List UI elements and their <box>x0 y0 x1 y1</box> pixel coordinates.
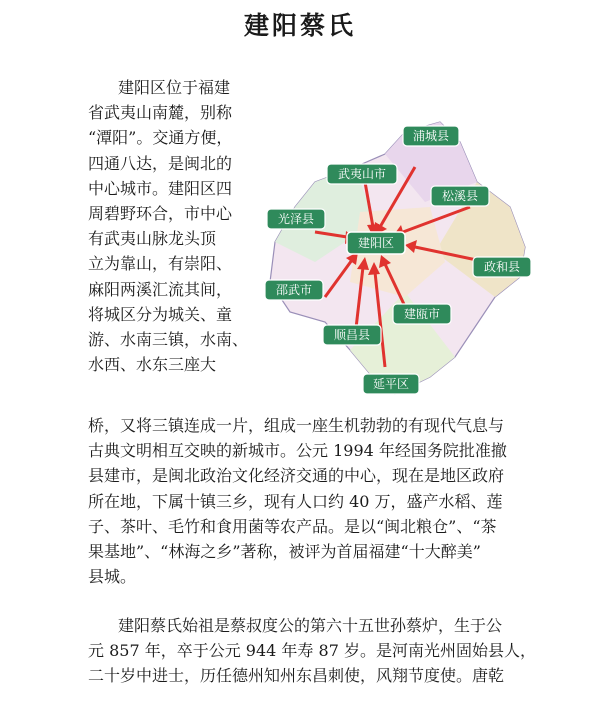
intro-paragraph-left <box>88 75 249 377</box>
text-line: 建阳区位于福建 <box>118 78 231 97</box>
text-line: 建阳蔡氏始祖是蔡叔度公的第六十五世孙蔡炉，生于公 <box>118 616 503 635</box>
text-line: 水西、水东三座大 <box>88 355 217 375</box>
page-title: 建阳蔡氏 <box>243 11 356 40</box>
text-line: 子、茶叶、毛竹和食用菌等农产品。是以“闽北粮仓”、“茶 <box>88 516 497 536</box>
text-line: 游、水南三镇，水南、 <box>88 329 249 349</box>
text-line: 所在地，下属十镇三乡，现有人口约 40 万，盛产水稻、莲 <box>88 491 503 511</box>
map-label-pucheng <box>403 126 459 146</box>
text-line: 将城区分为城关、童 <box>88 304 233 324</box>
intro-paragraph-full <box>88 413 528 589</box>
svg-text:延平区: 延平区 <box>372 377 410 391</box>
text-line: 麻阳两溪汇流其间， <box>88 279 233 299</box>
svg-text:政和县: 政和县 <box>483 260 521 274</box>
map-label-guangze <box>267 209 325 229</box>
text-line: 桥，又将三镇连成一片，组成一座生机勃勃的有现代气息与 <box>88 416 505 435</box>
map-label-songxi <box>431 186 489 206</box>
text-line: 立为靠山，有崇阳、 <box>88 254 233 274</box>
map-label-yanping <box>363 374 419 394</box>
text-line: 有武夷山脉龙头顶 <box>88 229 217 249</box>
text-line: 二十岁中进士，历任德州知州东昌刺使，风翔节度使。唐乾 <box>88 666 505 686</box>
svg-text:光泽县: 光泽县 <box>277 212 315 226</box>
region-map <box>255 112 535 412</box>
map-label-zhenghe <box>473 257 531 277</box>
map-label-jianou <box>393 304 451 324</box>
map-label-wuyishan <box>327 164 397 184</box>
svg-text:浦城县: 浦城县 <box>412 129 450 143</box>
svg-text:松溪县: 松溪县 <box>441 189 479 203</box>
text-line: 县建市，是闽北政治文化经济交通的中心，现在是地区政府 <box>88 466 505 486</box>
svg-text:顺昌县: 顺昌县 <box>333 328 371 342</box>
map-label-center <box>347 232 405 254</box>
text-line: 果基地”、“林海之乡”著称，被评为首届福建“十大醉美” <box>88 541 481 561</box>
text-line: 元 857 年，卒于公元 944 年寿 87 岁。是河南光州固始县人， <box>88 641 536 661</box>
map-label-shunchang <box>323 325 381 345</box>
text-line: 中心城市。建阳区四 <box>88 178 233 198</box>
text-line: 省武夷山南麓，别称 <box>88 103 233 123</box>
svg-text:建阳区: 建阳区 <box>357 236 395 250</box>
text-line: “潭阳”。交通方便， <box>88 128 233 148</box>
svg-text:邵武市: 邵武市 <box>275 283 313 297</box>
svg-text:武夷山市: 武夷山市 <box>337 167 387 181</box>
map-label-shaowu <box>265 280 323 300</box>
text-line: 古典文明相互交映的新城市。公元 1994 年经国务院批准撤 <box>88 441 507 461</box>
ancestor-paragraph <box>88 613 536 689</box>
text-line: 县城。 <box>88 567 137 587</box>
svg-text:建瓯市: 建瓯市 <box>403 307 441 321</box>
text-line: 周碧野环合，市中心 <box>88 203 233 223</box>
text-line: 四通八达，是闽北的 <box>88 153 233 173</box>
